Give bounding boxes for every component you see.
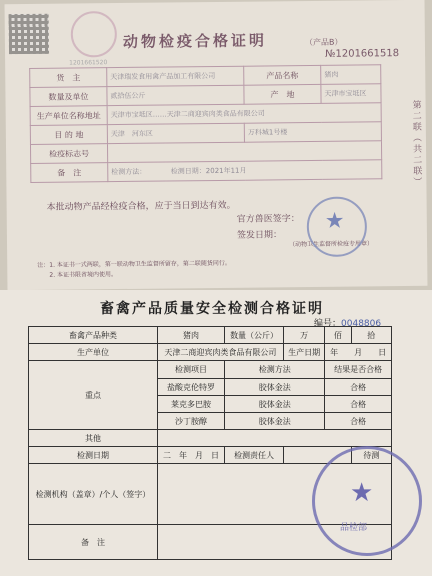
prod-date-value: 年 月 日: [325, 344, 392, 361]
cert2-number-value: 0048806: [341, 319, 382, 329]
test-method: 胶体金法: [225, 379, 325, 396]
product-name-value: 猪肉: [321, 65, 381, 85]
product-type-value: 猪肉: [157, 327, 224, 344]
cert2-title: 畜禽产品质量安全检测合格证明: [100, 301, 324, 317]
qr-code-icon: [9, 14, 49, 54]
star-icon: ★: [350, 478, 374, 508]
qty-value-2: 佰: [325, 327, 351, 344]
test-date-label: 检测日期: [29, 447, 158, 464]
test-method: 胶体金法: [225, 413, 325, 430]
destination-value: 天津 河东区: [107, 123, 244, 143]
cert1-form-tag: （产品B）: [304, 37, 343, 48]
qty-value-3: 拾: [351, 327, 391, 344]
quantity-label: 数量及单位: [30, 87, 107, 107]
footnote: 注：1. 本证书一式两联，第一联动物卫生监督所留存，第二联随货同行。: [37, 259, 231, 269]
producer-address-label: 生产单位名称地址: [30, 106, 107, 126]
table-row: [29, 327, 392, 344]
cert1-conclusion: 本批动物产品经检疫合格，应于当日到达有效。: [46, 200, 236, 213]
quarantine-mark-label: 检疫标志号: [30, 144, 107, 164]
destination-label: 目 的 地: [30, 125, 107, 145]
owner-value: 天津瑞发食用禽产品加工有限公司: [107, 66, 244, 86]
product-type-label: 畜禽产品种类: [29, 327, 158, 344]
test-name: 盐酸克伦特罗: [157, 379, 224, 396]
owner-label: 货 主: [30, 68, 107, 88]
copy-label: 第二联（共二联）: [410, 99, 422, 188]
cert1-number: №1201661518: [324, 48, 400, 60]
test-method: 胶体金法: [225, 396, 325, 413]
remarks-label: 备 注: [29, 525, 158, 560]
animal-quarantine-certificate: [5, 0, 428, 290]
cert1-table: [29, 64, 382, 183]
agency-label: 检测机构（盖章）/个人（签字）: [29, 464, 158, 525]
footnote: 2. 本证书限省境内使用。: [37, 271, 118, 279]
star-icon: ★: [324, 208, 345, 234]
test-result: 合格: [325, 379, 392, 396]
qty-label: 数量（公斤）: [225, 327, 284, 344]
vet-sign-label: 官方兽医签字：: [236, 214, 300, 225]
inspection-stamp-note: （动物卫生监督所检疫专用章）: [289, 240, 374, 249]
other-label: 其他: [29, 430, 158, 447]
issue-date-label: 签发日期：: [236, 230, 283, 241]
table-row: [29, 361, 392, 379]
producer-value: 天津二商迎宾肉类食品有限公司: [157, 344, 283, 361]
key-label: 重点: [29, 361, 158, 430]
tester-label: 检测责任人: [225, 447, 284, 464]
table-row: [31, 160, 382, 183]
method-header: 检测方法: [225, 361, 325, 379]
destination-detail: 万科城1号楼: [244, 122, 381, 142]
table-row: [29, 430, 392, 447]
result-header: 结果是否合格: [325, 361, 392, 379]
producer-label: 生产单位: [29, 344, 158, 361]
origin-value: 天津市宝坻区: [321, 84, 381, 104]
table-row: [29, 344, 392, 361]
watermark-seal-icon: [71, 11, 117, 57]
test-name: 沙丁胺醇: [157, 413, 224, 430]
remarks-label: 备 注: [31, 163, 108, 183]
qty-value: 万: [283, 327, 324, 344]
test-result: 合格: [325, 396, 392, 413]
origin-label: 产 地: [244, 84, 321, 104]
prod-date-label: 生产日期: [283, 344, 324, 361]
test-date-value: 二 年 月 日: [157, 447, 224, 464]
other-value: [157, 430, 391, 447]
test-result: 合格: [325, 413, 392, 430]
company-seal-text: 品检部: [340, 523, 368, 533]
remarks-value: 检测方法： 检测日期：2021年11月: [108, 160, 382, 182]
producer-address-value: 天津市宝坻区……天津二商迎宾肉类食品有限公司: [107, 103, 381, 125]
test-name: 莱克多巴胺: [157, 396, 224, 413]
sign-label: 待测: [351, 447, 391, 464]
cert1-ref-number: 1201661520: [69, 59, 108, 67]
quantity-value: 贰拾伍公斤: [107, 85, 244, 105]
cert2-number-label: 编号：: [314, 319, 342, 329]
cert1-title: 动物检疫合格证明: [122, 31, 268, 51]
product-name-label: 产品名称: [244, 65, 321, 85]
items-header: 检测项目: [157, 361, 224, 379]
